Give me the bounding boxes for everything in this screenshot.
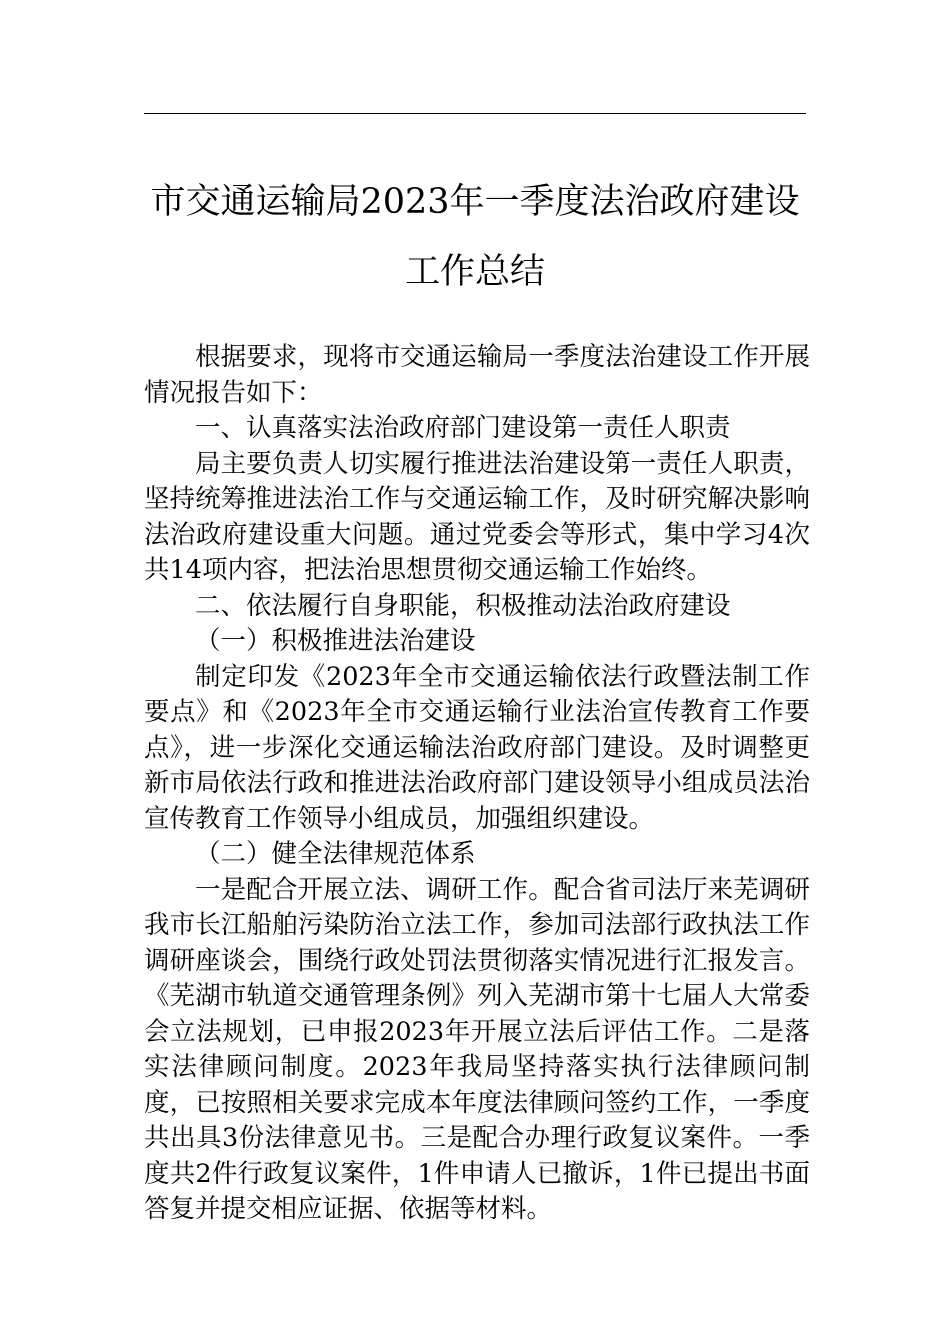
body-paragraph: 制定印发《2023年全市交通运输依法行政暨法制工作要点》和《2023年全市交通运输行业法治宣传教育工作要点》，进一步深化交通运输法治政府部门建设。及时调整更新市局依法行政和推进法治政府部门建设领导小组成员法治宣传教育工作领导小组成员，加强组织建设。 — [144, 661, 810, 834]
subsection-heading-1: （一）积极推进法治建设 — [195, 626, 476, 656]
body-paragraph: 局主要负责人切实履行推进法治建设第一责任人职责，坚持统筹推进法治工作与交通运输工作，及时研究解决影响法治政府建设重大问题。通过党委会等形式，集中学习4次共14项内容，把法治思想贯彻交通运输工作始终。 — [144, 448, 810, 585]
section-heading-2: 二、依法履行自身职能，积极推动法治政府建设 — [195, 590, 731, 621]
header-rule — [144, 113, 806, 114]
section-heading-1: 一、认真落实法治政府部门建设第一责任人职责 — [195, 413, 731, 443]
document-title-line-2: 工作总结 — [404, 252, 545, 292]
document-title-line-1: 市交通运输局2023年一季度法治政府建设 — [150, 182, 800, 222]
document-body — [144, 340, 810, 1228]
body-paragraph: 一是配合开展立法、调研工作。配合省司法厅来芜调研我市长江船舶污染防治立法工作，参加司法部行政执法工作调研座谈会，围绕行政处罚法贯彻落实情况进行汇报发言。《芜湖市轨道交通管理条例》列入芜湖市第十七届人大常委会立法规划，已申报2023年开展立法后评估工作。二是落实法律顾问制度。2023年我局坚持落实执行法律顾问制度，已按照相关要求完成本年度法律顾问签约工作，一季度共出具3份法律意见书。三是配合办理行政复议案件。一季度共2件行政复议案件，1件申请人已撤诉，1件已提出书面答复并提交相应证据、依据等材料。 — [144, 874, 810, 1224]
intro-paragraph: 根据要求，现将市交通运输局一季度法治建设工作开展情况报告如下： — [144, 342, 810, 408]
subsection-heading-2: （二）健全法律规范体系 — [195, 839, 476, 869]
